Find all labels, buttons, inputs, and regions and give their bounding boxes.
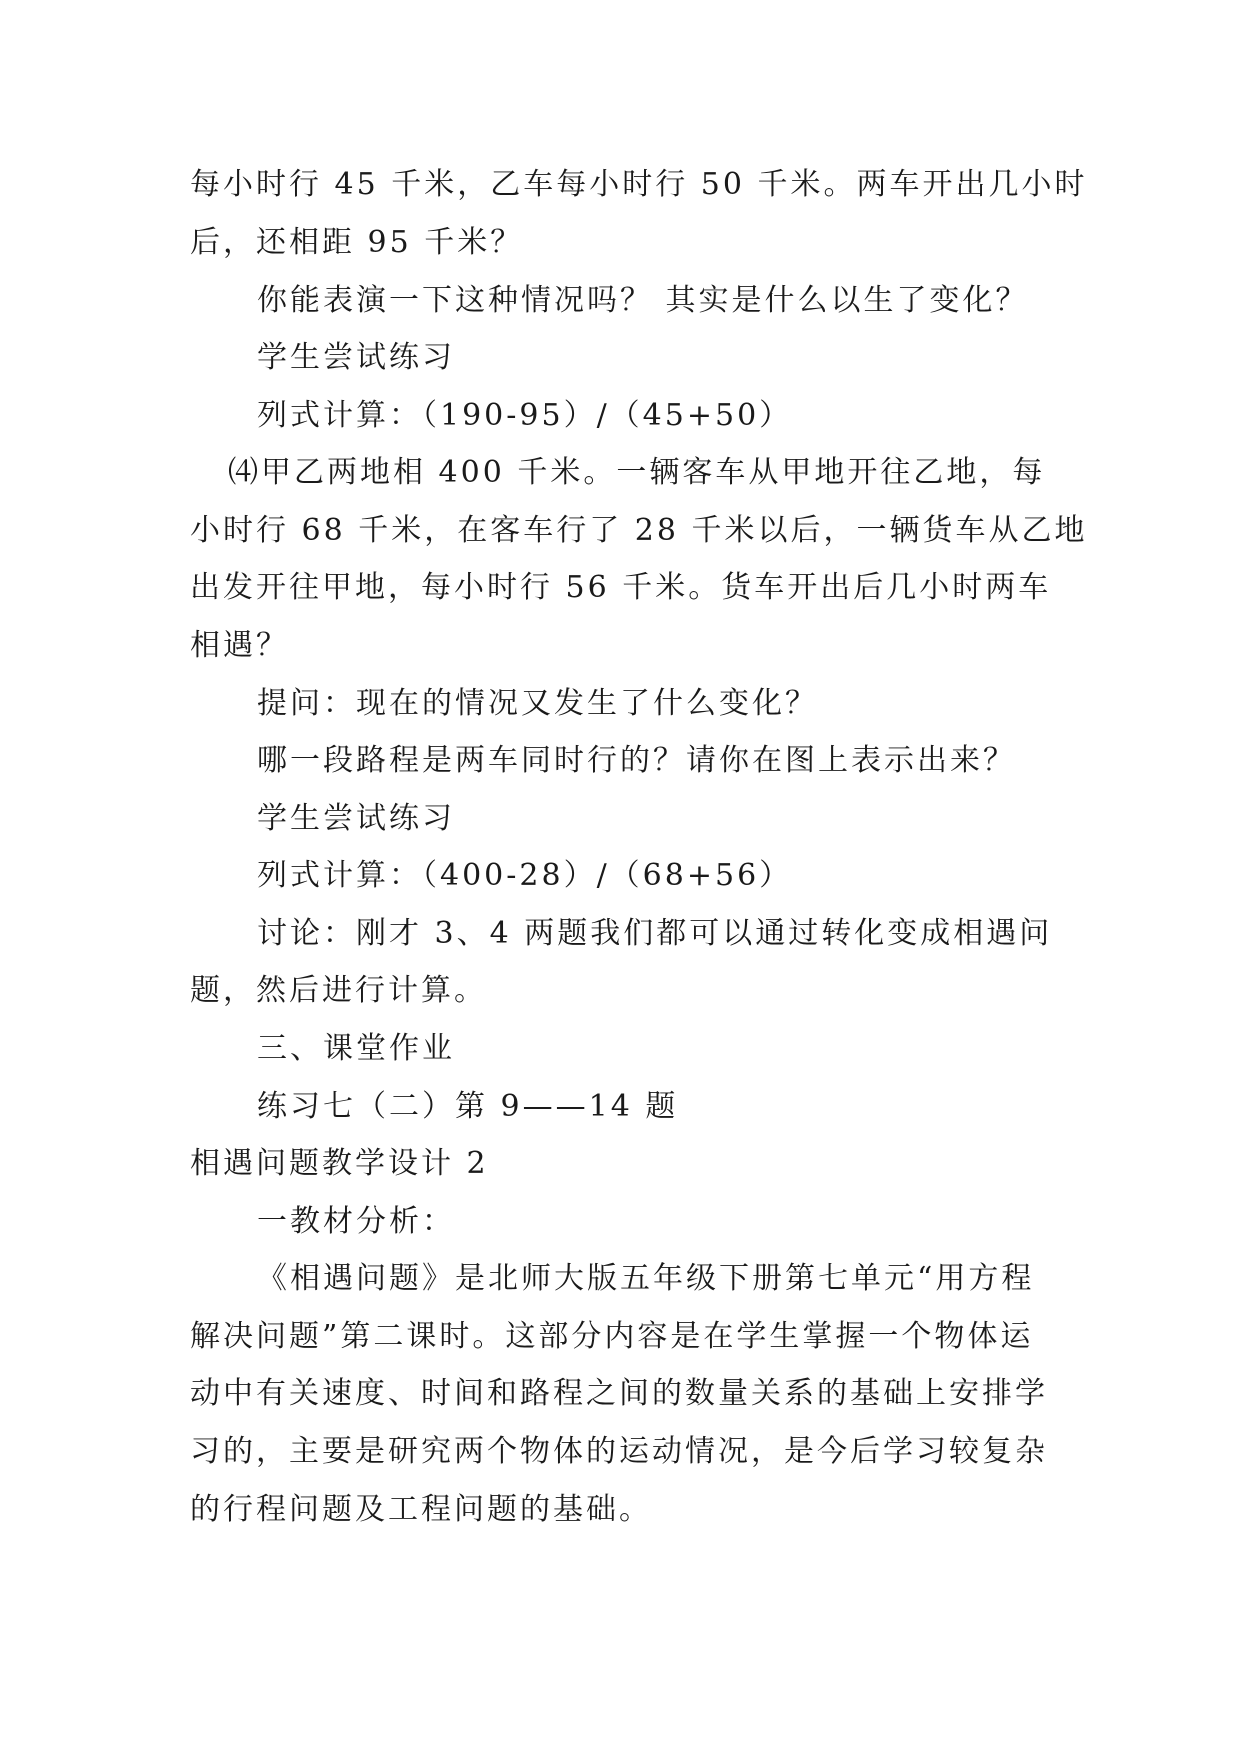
body-text-line: 哪一段路程是两车同时行的？请你在图上表示出来？ <box>257 743 1016 778</box>
body-text-line: 《相遇问题》是北师大版五年级下册第七单元“用方程 <box>257 1261 1035 1296</box>
body-text-line: 学生尝试练习 <box>257 340 455 375</box>
body-text-line: 你能表演一下这种情况吗？ 其实是什么以生了变化？ <box>257 283 1029 318</box>
body-text-line: 动中有关速度、时间和路程之间的数量关系的基础上安排学 <box>190 1376 1048 1411</box>
section-heading: 三、课堂作业 <box>257 1031 455 1066</box>
body-text-line: 相遇？ <box>190 628 289 663</box>
body-text-line: 小时行 68 千米，在客车行了 28 千米以后，一辆货车从乙地 <box>190 513 1088 548</box>
body-text-line: 讨论：刚才 3、4 两题我们都可以通过转化变成相遇问 <box>257 916 1053 951</box>
body-text-line: 题，然后进行计算。 <box>190 973 487 1008</box>
formula-line: 列式计算：（400-28）/（68+56） <box>257 858 793 893</box>
body-text-line: 提问：现在的情况又发生了什么变化？ <box>257 686 818 721</box>
document-title: 相遇问题教学设计 2 <box>190 1146 489 1181</box>
problem-4-line: ⑷甲乙两地相 400 千米。一辆客车从甲地开往乙地，每 <box>228 455 1046 490</box>
body-text-line: 解决问题”第二课时。这部分内容是在学生掌握一个物体运 <box>190 1319 1034 1354</box>
body-text-line: 习的，主要是研究两个物体的运动情况，是今后学习较复杂 <box>190 1434 1048 1469</box>
body-text-line: 练习七（二）第 9——14 题 <box>257 1089 679 1124</box>
body-text-line: 学生尝试练习 <box>257 801 455 836</box>
body-text-line: 的行程问题及工程问题的基础。 <box>190 1492 652 1527</box>
body-text-line: 后，还相距 95 千米？ <box>190 225 524 260</box>
section-heading: 一教材分析： <box>257 1204 455 1239</box>
body-text-line: 每小时行 45 千米，乙车每小时行 50 千米。两车开出几小时 <box>190 167 1088 202</box>
body-text-line: 出发开往甲地，每小时行 56 千米。货车开出后几小时两车 <box>190 570 1052 605</box>
formula-line: 列式计算：（190-95）/（45+50） <box>257 398 793 433</box>
